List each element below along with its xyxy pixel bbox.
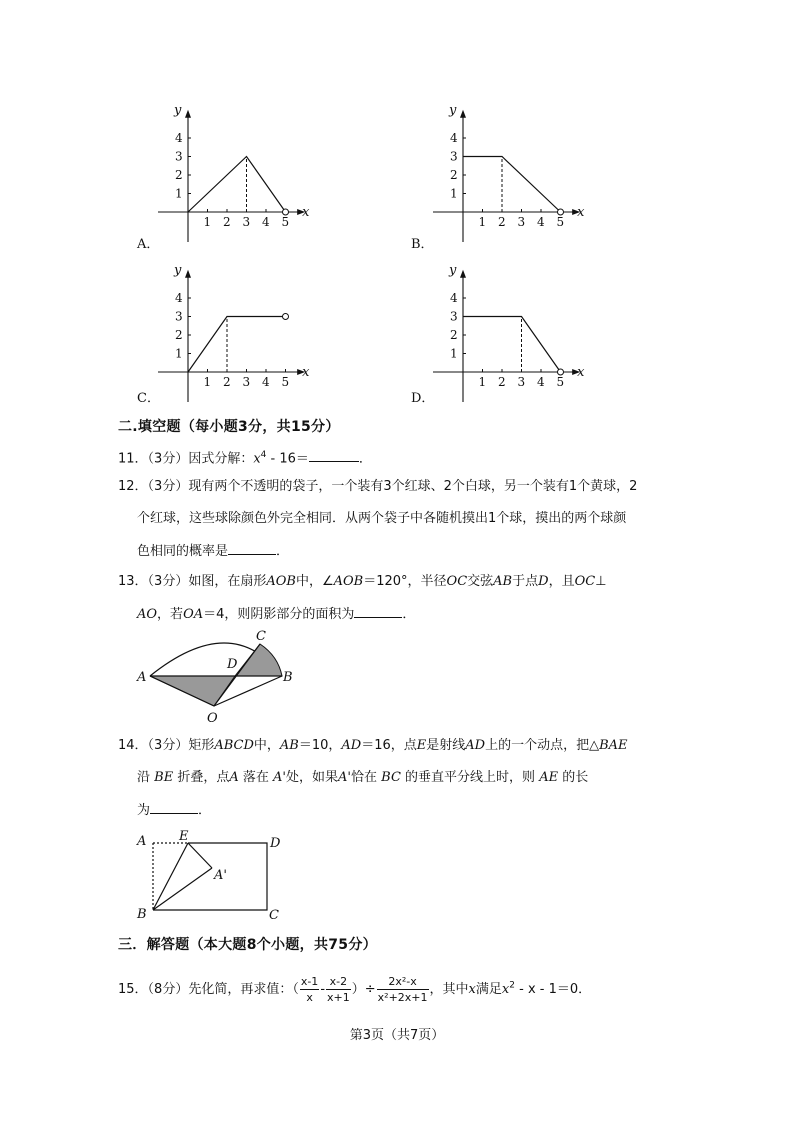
- y-axis-arrow: [185, 110, 191, 118]
- q14-t14: BE: [154, 770, 174, 785]
- y-tick-label: 2: [450, 328, 458, 342]
- x-tick-label: 3: [242, 215, 251, 229]
- x-tick-label: 3: [517, 375, 526, 389]
- graph-option-d: [425, 260, 595, 410]
- q15-minus: -: [320, 982, 326, 997]
- question-15: [118, 974, 591, 1005]
- graph-line: [188, 317, 286, 373]
- y-tick-label: 4: [450, 131, 458, 145]
- q11-answer-blank: [309, 447, 359, 462]
- y-tick-label: 4: [175, 131, 183, 145]
- x-axis-label: x: [302, 205, 310, 220]
- q12-line3-text: 色相同的概率是: [137, 544, 229, 559]
- y-tick-label: 1: [175, 186, 183, 201]
- q13-t13: ⊥: [595, 574, 607, 589]
- question-11: [118, 445, 372, 469]
- y-tick-label: 4: [175, 291, 183, 305]
- q14-t23: 的垂直平分线上时，则: [405, 770, 536, 785]
- y-axis-arrow: [460, 110, 466, 118]
- x-tick-label: 2: [498, 215, 506, 229]
- x-tick-label: 5: [556, 375, 565, 389]
- q14-t25: 的长: [562, 770, 589, 785]
- point-c-label: C: [256, 629, 266, 644]
- q14-t13: 沿: [137, 770, 151, 785]
- q15-fraction-2: [326, 974, 351, 1005]
- q14-t8: E: [416, 738, 427, 753]
- q13-t1: 13．（3分）如图，在扇形: [118, 574, 267, 589]
- y-tick-label: 3: [450, 149, 458, 164]
- x-tick-label: 4: [262, 215, 270, 229]
- question-12-line1: 12．（3分）现有两个不透明的袋子，一个装有3个红球、2个白球，另一个装有1个黄球，2: [118, 479, 638, 494]
- q11-base: x: [253, 451, 261, 467]
- q15-var: x: [468, 982, 476, 997]
- q13-t17: ＝4，则阴影部分的面积为: [203, 607, 355, 622]
- q13-t8: AB: [493, 574, 513, 589]
- y-tick-label: 2: [450, 168, 458, 182]
- q14-t3: 中，: [253, 738, 280, 753]
- q14-t6: AD: [341, 738, 362, 753]
- q12-answer-blank: [228, 540, 276, 555]
- q15-f3-den: x²+2x+1: [377, 991, 428, 1004]
- question-12-line2: 个红球，这些球除颜色外完全相同．从两个袋子中各随机摸出1个球，摸出的两个球颜: [137, 511, 627, 526]
- fold-line-be: [153, 843, 188, 910]
- x-tick-label: 1: [478, 215, 487, 229]
- y-tick-label: 2: [175, 168, 183, 182]
- point-o-label: O: [207, 711, 218, 726]
- q15-f1-den: x: [306, 991, 313, 1004]
- open-endpoint: [283, 314, 289, 320]
- x-tick-label: 3: [242, 375, 251, 389]
- fold-ea1: [188, 843, 212, 868]
- q14-t2: ABCD: [214, 738, 254, 753]
- q14-t21: 恰在: [351, 770, 378, 785]
- q14-t12: BAE: [599, 738, 628, 753]
- x-tick-label: 1: [203, 375, 212, 389]
- x-tick-label: 3: [517, 215, 526, 229]
- q13-end: ．: [402, 607, 416, 622]
- option-d-label: D．: [411, 391, 435, 406]
- section-solve-title: 三．解答题（本大题8个小题，共75分）: [118, 937, 377, 953]
- fold-ba1: [153, 868, 212, 910]
- y-axis-arrow: [460, 270, 466, 278]
- x-tick-label: 2: [223, 215, 231, 229]
- q15-cond-a: 满足: [475, 982, 502, 997]
- open-endpoint: [558, 209, 564, 215]
- q14-t7: ＝16，点: [361, 738, 417, 753]
- q15-f2-num: x-2: [326, 974, 351, 990]
- q13-t2: AOB: [266, 574, 296, 589]
- graph-option-a: [150, 100, 320, 250]
- question-14-line3: [137, 799, 211, 821]
- option-a-label: A．: [137, 237, 160, 252]
- q15-cond-exp: 2: [509, 980, 515, 991]
- q11-rest: - 16＝: [266, 451, 309, 467]
- q14-t22: BC: [381, 770, 401, 785]
- rect-point-a-prime: A': [214, 868, 227, 883]
- q13-t12: OC: [574, 574, 596, 589]
- open-endpoint: [558, 369, 564, 375]
- q14-t17: 落在: [242, 770, 269, 785]
- q14-t9: 是射线: [426, 738, 466, 753]
- question-14-line2: [137, 768, 588, 788]
- q14-answer-blank: [150, 799, 198, 814]
- q14-t11: 上的一个动点，把△: [485, 738, 600, 753]
- q13-t6: OC: [446, 574, 468, 589]
- y-tick-label: 3: [450, 309, 458, 324]
- q14-t24: AE: [539, 770, 559, 785]
- y-axis-label: y: [174, 102, 182, 118]
- y-tick-label: 3: [175, 149, 183, 164]
- shaded-region-right: [235, 644, 282, 676]
- q15-fraction-1: [300, 974, 319, 1005]
- q14-t20: A': [338, 770, 351, 785]
- y-axis-label: y: [449, 262, 457, 278]
- question-14-line1: [118, 736, 628, 756]
- rectangle-figure: [132, 828, 292, 924]
- q15-f1-num: x-1: [300, 975, 319, 988]
- q13-t11: ，且: [548, 574, 575, 589]
- graph-line: [463, 157, 561, 213]
- x-tick-label: 4: [262, 375, 270, 389]
- q11-end: ．: [358, 451, 372, 467]
- x-tick-label: 1: [478, 375, 487, 389]
- x-tick-label: 5: [281, 375, 290, 389]
- page-footer: 第3页（共7页）: [349, 1028, 445, 1043]
- rect-point-d: D: [270, 836, 281, 851]
- point-a-label: A: [137, 670, 147, 685]
- point-b-label: B: [283, 670, 293, 685]
- y-tick-label: 4: [450, 291, 458, 305]
- q11-prefix: 11．（3分）因式分解：: [118, 451, 254, 467]
- graph-line: [188, 157, 286, 213]
- q15-cond-base: x: [501, 982, 510, 997]
- y-tick-label: 1: [450, 186, 458, 201]
- graph-option-c: [150, 260, 320, 410]
- q13-t5: ＝120°，半径: [363, 574, 447, 589]
- y-tick-label: 3: [175, 309, 183, 324]
- x-tick-label: 5: [281, 215, 290, 229]
- question-12-line3: [137, 540, 289, 562]
- q12-end: ．: [276, 544, 290, 559]
- x-axis-label: x: [302, 365, 310, 380]
- y-tick-label: 2: [175, 328, 183, 342]
- q13-t7: 交弦: [467, 574, 494, 589]
- q14-t4: AB: [279, 738, 299, 753]
- q15-fraction-3: [377, 974, 429, 1005]
- x-tick-label: 2: [223, 375, 231, 389]
- q14-t19: 处，如果: [286, 770, 339, 785]
- q15-f2-den: x+1: [327, 991, 350, 1004]
- q13-t16: OA: [183, 607, 204, 622]
- q14-t18: A': [273, 770, 287, 785]
- q13-t4: AOB: [333, 574, 364, 589]
- q15-suffix: ，其中: [429, 982, 469, 997]
- y-tick-label: 1: [175, 346, 183, 361]
- q13-t9: 于点: [512, 574, 539, 589]
- rect-point-b: B: [137, 907, 147, 922]
- section-fill-in-title: 二.填空题（每小题3分，共15分）: [118, 419, 340, 435]
- sector-figure: [132, 622, 302, 727]
- option-c-label: C．: [137, 391, 160, 406]
- x-tick-label: 1: [203, 215, 212, 229]
- q15-close-div: ）÷: [351, 982, 376, 997]
- y-axis-arrow: [185, 270, 191, 278]
- q14-t1: 14．（3分）矩形: [118, 738, 215, 753]
- x-tick-label: 5: [556, 215, 565, 229]
- x-tick-label: 4: [537, 375, 545, 389]
- shaded-region-left: [150, 676, 235, 706]
- q15-prefix: 15．（8分）先化简，再求值：（: [118, 982, 299, 997]
- rect-point-a: A: [137, 834, 147, 849]
- x-axis-label: x: [577, 365, 585, 380]
- q14-t5: ＝10，: [298, 738, 342, 753]
- rect-point-c: C: [269, 908, 279, 923]
- y-tick-label: 1: [450, 346, 458, 361]
- q14-t26: 为: [137, 803, 151, 818]
- x-tick-label: 2: [498, 375, 506, 389]
- x-tick-label: 4: [537, 215, 545, 229]
- q15-f3-num: 2x²-x: [377, 974, 429, 990]
- q14-t16: A: [229, 770, 239, 785]
- q15-cond-rest: - x - 1＝0．: [514, 982, 592, 997]
- q14-end: ．: [198, 803, 212, 818]
- y-axis-label: y: [174, 262, 182, 278]
- y-axis-label: y: [449, 102, 457, 118]
- graph-option-b: [425, 100, 595, 250]
- q14-t10: AD: [465, 738, 486, 753]
- q13-t15: ，若: [157, 607, 184, 622]
- question-13-line1: [118, 572, 607, 592]
- q13-t3: 中，∠: [295, 574, 334, 589]
- point-d-label: D: [227, 657, 238, 672]
- graph-line: [463, 317, 561, 373]
- q13-answer-blank: [354, 603, 402, 618]
- rect-point-e: E: [179, 829, 189, 844]
- q11-exp: 4: [260, 450, 267, 460]
- x-axis-label: x: [577, 205, 585, 220]
- q13-t10: D: [538, 574, 549, 589]
- q13-t14: AO: [137, 607, 158, 622]
- option-b-label: B．: [411, 237, 434, 252]
- q14-t15: 折叠，点: [177, 770, 230, 785]
- open-endpoint: [283, 209, 289, 215]
